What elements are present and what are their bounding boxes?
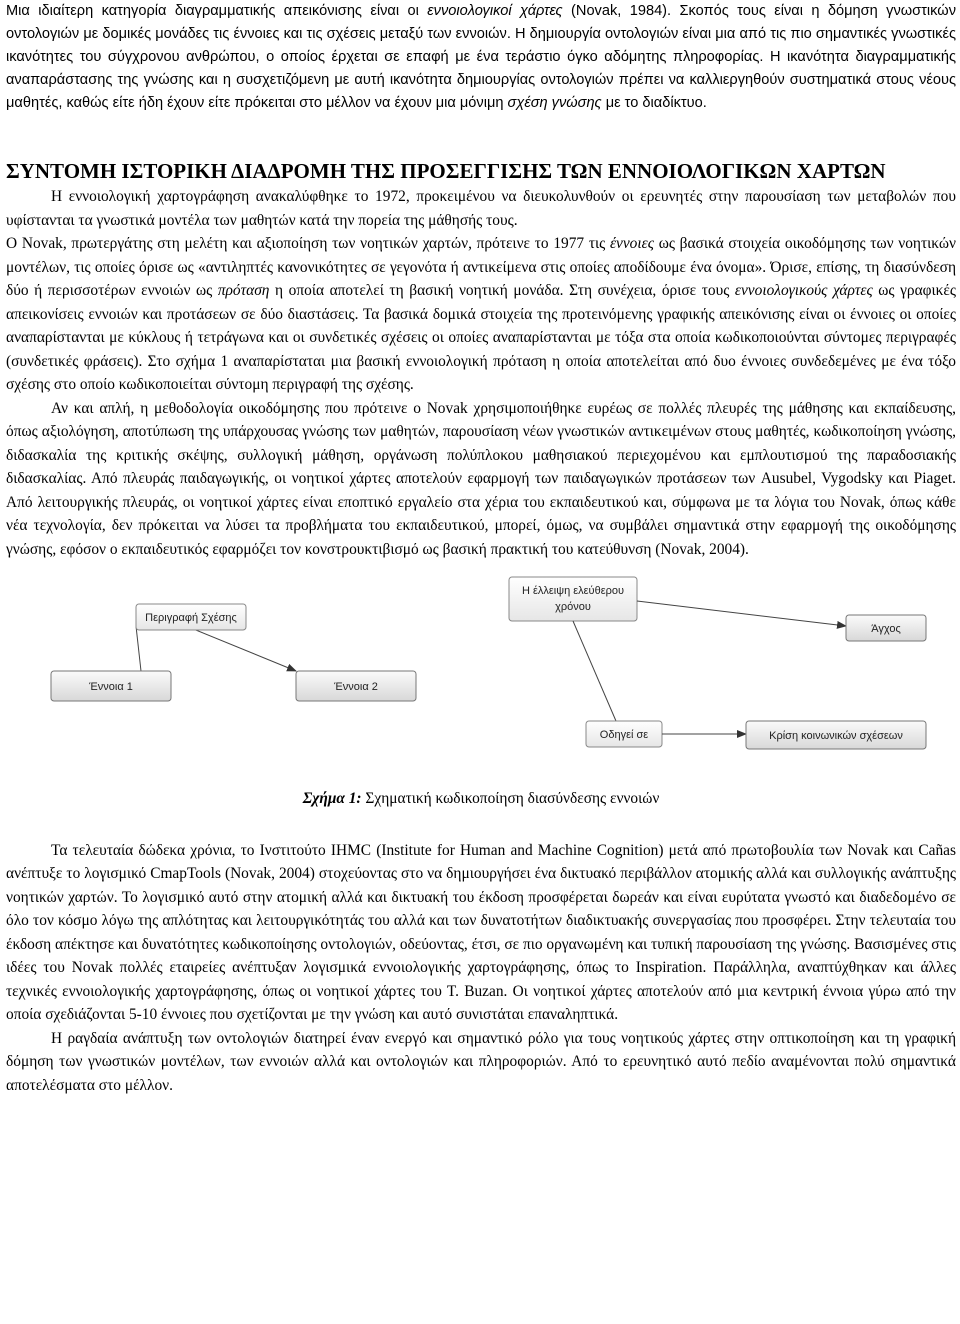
concept-map-figure [6, 571, 956, 761]
figure-1 [6, 571, 956, 761]
novak-emphasis-proposition: πρόταση [217, 282, 270, 299]
figure-caption [6, 787, 956, 811]
novak-text-b: ως βασικά στοιχεία οικοδόμησης των νοητικών μοντέλων, τις οποίες όρισε ως «αντιληπτές κανονικότητες σε γεγονότα ή αντικείμενα στις οποίες αποδίδουμε ένα όνομα». Όρισε, επίσης, τη διασύνδεση δύο ή περισσοτέρων εννοιών ως [6, 235, 956, 299]
anxiety-label: Άγχος [871, 623, 901, 635]
crisis-label: Κρίση κοινωνικών σχέσεων [769, 730, 903, 742]
intro-text-1: Μια ιδιαίτερη κατηγορία διαγραμματικής απεικόνισης είναι οι [6, 3, 428, 19]
paragraph-cmaptools: Τα τελευταία δώδεκα χρόνια, το Ινστιτούτο IHMC (Institute for Human and Machine Cognition) μετά από πρωτοβουλία των Novak και Cañas ανέπτυξε το λογισμικό CmapTools (Novak, 2004) στοχεύοντας στο να δημιουργήσει ένα δικτυακό περιβάλλον ατομικής αλλά και συλλογικής ανάπτυξης νοητικών χαρτών. Το λογισμικό αυτό στην ατομική αλλά και δικτυακή του έκδοση προσφέρεται δωρεάν και είναι ευρύτατα γνωστό και διαδεδομένο σε όλο τον κόσμο λόγω της απλότητας και λειτουργικότητάς του αλλά και των δυνατοτήτων διαδικτυακής συνεργασίας που προσφέρει. Στην τελευταία του έκδοση απέκτησε και δυνατότητες κωδικοποίησης οντολογιών, οδεύοντας, έτσι, σε πιο οργανωμένη και τυπική παρουσίαση της γνώσης. Βασισμένες στις ιδέες του Novak πολλές εταιρείες ανέπτυξαν λογισμικά εννοιολογικής χαρτογράφησης, όπως το Inspiration. Παράλληλα, αναπτύχθηκαν και άλλες τεχνικές εννοιολογικής χαρτογράφησης, όπως οι νοητικοί χάρτες του Τ. Buzan. Οι νοητικοί χάρτες αποτελούν από μια κεντρική έννοια γύρω από την οποία σχεδιάζονται 5-10 έννοιες που σχετίζονται με την γνώση και αυτό συνιστάται επαναληπτικά. [6, 841, 956, 1023]
intro-emphasis-concept-maps: εννοιολογικοί χάρτες [427, 3, 563, 19]
novak-emphasis-concepts: έννοιες [609, 235, 654, 252]
paragraph-novak [6, 232, 956, 397]
section-heading: ΣΥΝΤΟΜΗ ΙΣΤΟΡΙΚΗ ΔΙΑΔΡΟΜΗ ΤΗΣ ΠΡΟΣΕΓΓΙΣΗΣ ΤΩΝ ΕΝΝΟΙΟΛΟΓΙΚΩΝ ΧΑΡΤΩΝ [6, 159, 886, 183]
paragraph-discovery: Η εννοιολογική χαρτογράφηση ανακαλύφθηκε το 1972, προκειμένου να διευκολυνθούν οι ερευνητές στην παρουσίαση των μεταβολών που υφίστανται τα γνωστικά μοντέλα των μαθητών κατά την πορεία της μάθησής τους. [6, 188, 956, 229]
left-diagram-arc-out [186, 626, 296, 671]
paragraph-methodology: Αν και απλή, η μεθοδολογία οικοδόμησης που πρότεινε ο Novak χρησιμοποιήθηκε ευρέως σε πολλές πλευρές της μάθησης και εκπαίδευσης, όπως αξιολόγηση, αποτύπωση της υπάρχουσας γνώσης των μαθητών, παρουσίαση νέων γνωστικών αντικειμένων στους μαθητές, κωδικοποίηση γνώσης, διδασκαλία της κριτικής σκέψης, συλλογική μάθηση, οργάνωση πολύπλοκου μαθησιακού περιεχομένου και εμπλουτισμού της παραδοσιακής διδασκαλίας. Από πλευράς παιδαγωγικής, οι νοητικοί χάρτες αποτελούν εφαρμογή των παιδαγωγικών προτάσεων των Ausubel, Vygodsky και Piaget. Από λειτουργικής πλευράς, οι νοητικοί χάρτες είναι εποπτικό εργαλείο στα χέρια του εκπαιδευτικού και, σύμφωνα με τα λόγια του Novak, όπως κάθε νέα τεχνολογία, δεν πρόκειται να λύσει τα προβλήματα του εκπαιδευτικού, μπορεί, όμως, να συμβάλει σημαντικά στην εφαρμογή της οικοδόμησης γνώσης, εφόσον ο εκπαιδευτικός εφαρμόζει τον κονστρουκτιβισμό ως βασική πρακτική του κατεύθυνση (Novak, 2004). [6, 399, 956, 558]
leads-to-label: Οδηγεί σε [599, 729, 649, 741]
intro-emphasis-knowledge-relation: σχέση γνώσης [507, 95, 602, 111]
left-diagram-arc-in [136, 626, 141, 671]
novak-text-c: η οποία αποτελεί τη βασική νοητική μονάδα. Στη συνέχεια, όρισε τους [269, 282, 735, 299]
concept-2-label: Έννοια 2 [334, 681, 378, 693]
paragraph-ontologies: Η ραγδαία ανάπτυξη των οντολογιών διατηρεί έναν ενεργό και σημαντικό ρόλο για τους νοητικούς χάρτες στην οπτικοποίηση και τη γραφική δόμηση των γνωστικών μοντέλων, των εννοιών αλλά και οντολογιών και πληροφοριών. Από το ερευνητικό αυτό πεδίο αναμένονται πολύ σημαντικά αποτελέσματα στο μέλλον. [6, 1029, 956, 1094]
arc-anxiety [637, 601, 846, 626]
arc-leads-in [573, 621, 616, 721]
intro-text-3: με το διαδίκτυο. [601, 95, 707, 111]
intro-text-2: (Novak, 1984). Σκοπός τους είναι η δόμηση γνωστικών οντολογιών με δομικές μονάδες τις έννοιες και τις σχέσεις μεταξύ των εννοιών. Η δημιουργία οντολογιών είναι μια από τις πιο σημαντικές γνωστικές ικανότητες του σύγχρονου ανθρώπου, ο οποίος έρχεται σε επαφή με ένα τεράστιο όγκο αδόμητης πληροφορίας. Η ικανότητα διαγραμματικής αναπαράστασης της γνώσης και η συσχετιζόμενη με αυτή ικανότητα δημιουργίας οντολογιών πρέπει να καλλιεργηθούν συστηματικά στους νέους μαθητές, καθώς είτε ήδη έχουν είτε πρόκειται στο μέλλον να έχουν μια μόνιμη [6, 3, 956, 111]
novak-emphasis-concept-maps: εννοιολογικούς χάρτες [734, 282, 873, 299]
relation-description-label: Περιγραφή Σχέσης [145, 612, 237, 624]
lack-of-time-box [509, 577, 637, 621]
figure-caption-text: Σχηματική κωδικοποίηση διασύνδεσης εννοιών [365, 790, 660, 807]
left-diagram [51, 604, 416, 701]
novak-text-a: Ο Novak, πρωτεργάτης στη μελέτη και αξιοποίηση των νοητικών χαρτών, πρότεινε το 1977 τις [6, 235, 610, 252]
lack-of-time-label-line1: Η έλλειψη ελεύθερου [521, 585, 625, 597]
concept-1-label: Έννοια 1 [89, 681, 133, 693]
intro-paragraph [6, 0, 956, 115]
document-page [6, 0, 956, 1097]
novak-text-d: ως γραφικές απεικονίσεις εννοιών και προτάσεων σε δύο διαστάσεις. Τα βασικά δομικά στοιχεία της προτεινόμενης γραφικής απεικόνισης είναι οι έννοιες οι οποίες αναπαρίστανται με κύκλους ή τετράγωνα και οι συνδετικές σχέσεις οι οποίες αναπαρίστανται με τόξα στα οποία κωδικοποιούνται σύντομες περιγραφές (συνδετικές φράσεις). Στο σχήμα 1 αναπαρίσταται μια βασική εννοιολογική πρόταση η οποία αποτελείται από δυο έννοιες συνδεδεμένες με ένα τόξο σχέσης στο οποίο κωδικοποιείται σύντομη περιγραφή της σχέσης. [6, 282, 956, 393]
lack-of-time-label-line2: χρόνου [555, 601, 591, 613]
figure-caption-label: Σχήμα 1: [302, 790, 362, 807]
right-diagram [509, 577, 926, 749]
